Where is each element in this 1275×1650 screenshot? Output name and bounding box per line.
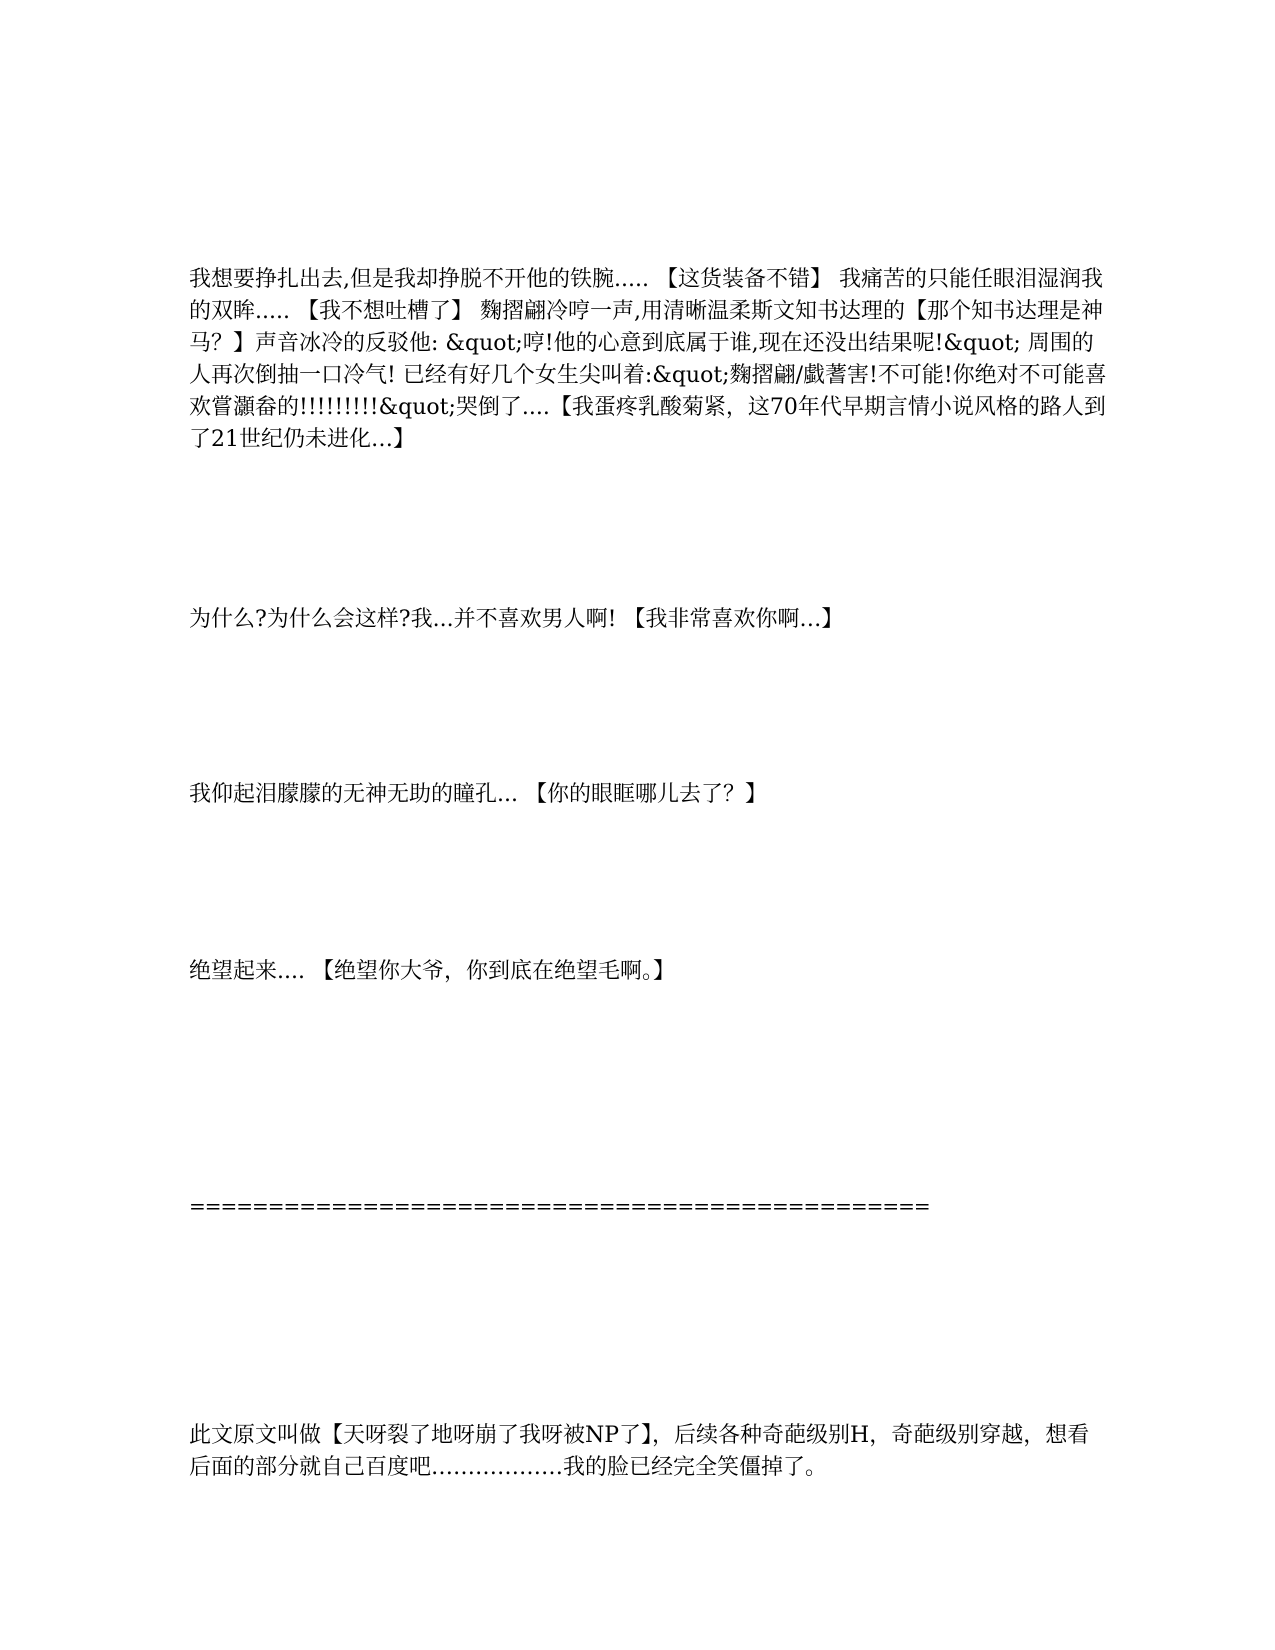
paragraph-3: 我仰起泪朦朦的无神无助的瞳孔... 【你的眼眶哪儿去了？】: [189, 782, 767, 807]
separator-line: ===============================================: [189, 1194, 930, 1218]
paragraph-5: 此文原文叫做【天呀裂了地呀崩了我呀被NP了】，后续各种奇葩级别H，奇葩级别穿越，想看后面的部分就自己百度吧………………我的脸已经完全笑僵掉了。: [189, 1423, 1090, 1480]
paragraph-2: 为什么?为什么会这样?我...并不喜欢男人啊! 【我非常喜欢你啊…】: [189, 607, 844, 632]
paragraph-4: 绝望起来.... 【绝望你大爷，你到底在绝望毛啊。】: [189, 959, 675, 984]
paragraph-1: 我想要挣扎出去,但是我却挣脱不开他的铁腕..... 【这货装备不错】 我痛苦的只能任眼泪湿润我的双眸..... 【我不想吐槽了】 麴摺翩冷哼一声,用清晰温柔斯文知书达理的【那个知书达理是神马？】声音冰冷的反驳他: &quot;哼!他的心意到底属于谁,现在还没出结果呢!&quot; 周围的人再次倒抽一口冷气! 已经有好几个女生尖叫着:&quot;麴摺翩/戱蓍害!不可能!你绝对不可能喜欢嘗灝畚的!!!!!!!!!&quot;哭倒了....【我蛋疼乳酸菊紧，这70年代早期言情小说风格的路人到了21世纪仍未进化…】: [189, 267, 1107, 452]
